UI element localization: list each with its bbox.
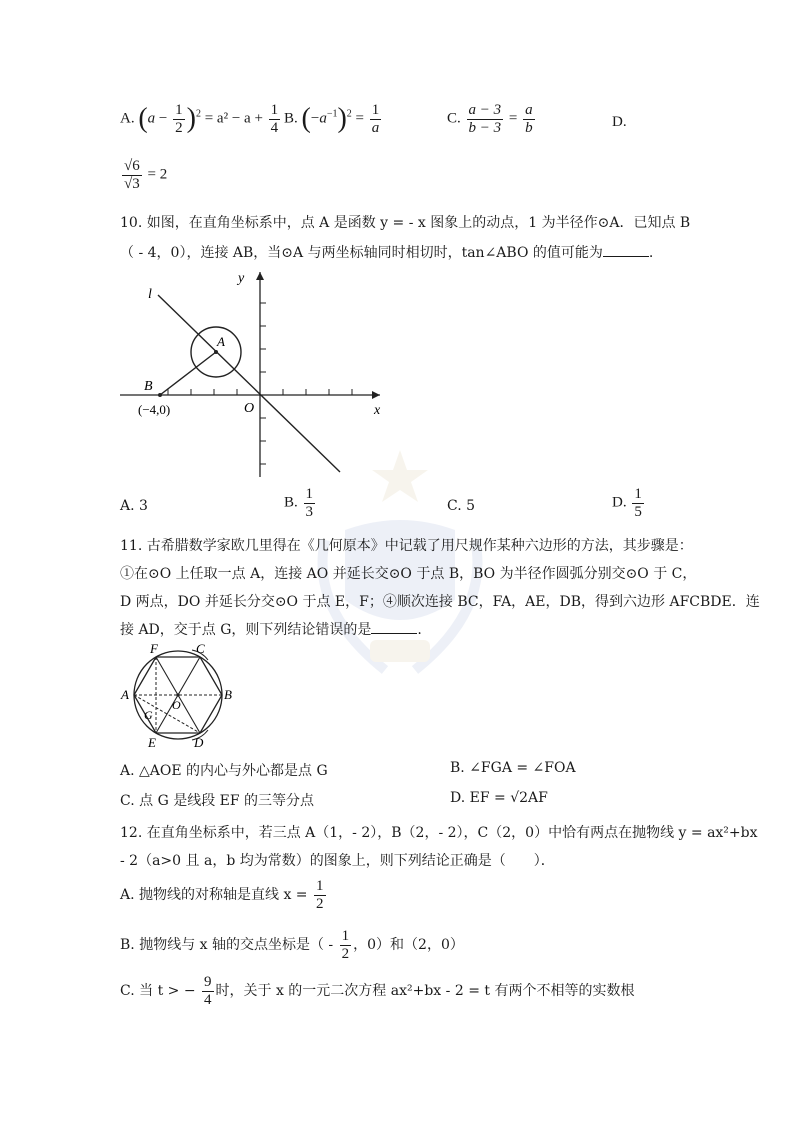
paren-left: (: [138, 103, 148, 134]
q9-option-b: B. $(-a^{-1})^2$ = $\frac{1}{a}$: [284, 102, 380, 136]
q11-line1: 11. 古希腊数学家欧几里得在《几何原本》中记载了用尺规作某种六边形的方法，其步骤是：: [120, 538, 693, 554]
label-B-coordinate: (−4,0): [138, 402, 171, 417]
q11-line4-text: 接 AD，交于点 G，则下列结论错误的是: [120, 622, 372, 638]
label-B: B: [144, 379, 153, 394]
label-O: O: [244, 401, 255, 416]
q11-line4-end: .: [417, 622, 422, 638]
q10-option-b: [284, 486, 317, 520]
q11-line3: D 两点，DO 并延长分交⊙O 于点 E，F；④顺次连接 BC，FA，AE，DB，得到六边形 AFCBDE．连: [120, 594, 760, 610]
option-label: D.: [612, 494, 627, 511]
fraction-one-over-a: $\frac{1}{a}$: [371, 102, 380, 136]
fraction-one-third: $\frac{1}{3}$: [305, 486, 314, 520]
q10-line1: 10. 如图，在直角坐标系中，点 A 是函数 y = - x 图象上的动点，1 为半径作⊙A．已知点 B: [120, 215, 691, 231]
label-O: O: [172, 698, 181, 712]
q12-c-text: C. 当 t > −: [120, 983, 196, 999]
q11-option-a: A. △AOE 的内心与外心都是点 G: [120, 763, 328, 779]
q11-option-b: B. ∠FGA = ∠FOA: [450, 760, 576, 776]
q9-option-d-label: D.: [612, 114, 627, 130]
q11-option-d: [450, 790, 548, 806]
q12-option-a: [120, 878, 328, 912]
fraction-c-right: $\frac{a}{b}$: [525, 102, 533, 136]
q12-a-text: A. 抛物线的对称轴是直线 x =: [120, 887, 308, 903]
label-D: D: [194, 735, 204, 750]
answer-blank: [603, 242, 649, 257]
q10-option-d: [612, 486, 646, 520]
fraction-nine-quarter: $\frac{9}{4}$: [204, 974, 212, 1008]
q12-line2: - 2（a>0 且 a，b 均为常数）的图象上，则下列结论正确是（ ）．: [120, 853, 555, 869]
q12-line1: 12. 在直角坐标系中，若三点 A（1，- 2），B（2，- 2），C（2，0）中恰有两点在抛物线 y = ax²+bx: [120, 825, 758, 841]
fraction-one-fifth: $\frac{1}{5}$: [634, 486, 642, 520]
label-C: C: [196, 642, 205, 656]
q11-line4: [120, 619, 422, 639]
q9-option-d: [120, 158, 167, 192]
label-G: G: [144, 708, 153, 722]
q11-hexagon-figure: [118, 642, 242, 752]
option-label: B.: [284, 110, 298, 127]
q12-c-tail: 时，关于 x 的一元二次方程 ax²+bx - 2 = t 有两个不相等的实数根: [215, 983, 635, 999]
label-x: x: [374, 403, 381, 418]
option-label: D. EF =: [450, 790, 506, 806]
q10-option-a: A. 3: [120, 498, 148, 514]
q11-option-c: C. 点 G 是线段 EF 的三等分点: [120, 793, 315, 809]
label-y: y: [238, 271, 245, 286]
q12-b-tail: ，0）和（2，0）: [353, 937, 464, 953]
fraction-half: $\frac{1}{2}$: [175, 102, 183, 136]
answer-blank: [371, 619, 417, 634]
q10-coordinate-figure: [110, 262, 400, 482]
q10-line2-end: .: [648, 245, 654, 261]
q10-line2: [120, 242, 653, 262]
q12-b-text: B. 抛物线与 x 轴的交点坐标是（ -: [120, 937, 334, 953]
label-A: A: [217, 334, 225, 349]
q9-option-a: A. (a − $\frac{1}{2}$ )$^2$ = a² − a + $\frac{1}{4}$: [120, 102, 279, 136]
label-F: F: [150, 642, 158, 656]
q10-line2-text: （ - 4，0），连接 AB，当⊙A 与两坐标轴同时相切时，tan∠ABO 的值可能为: [120, 245, 603, 261]
paren-right: ): [186, 103, 196, 134]
q12-option-b: [120, 928, 464, 962]
sqrt-two: √2: [510, 790, 529, 806]
q11-line2: ①在⊙O 上任取一点 A，连接 AO 并延长交⊙O 于点 B，BO 为半径作圆弧分别交⊙O 于 C，: [120, 566, 697, 582]
fraction-half-b: $\frac{1}{2}$: [341, 928, 350, 962]
fraction-sqrt6-sqrt3: $\frac{√6}{√3}$: [124, 158, 140, 192]
label-E: E: [148, 735, 156, 750]
q9-option-c: C. $\frac{a - 3}{b - 3}$ = $\frac{a}{b}$: [447, 102, 533, 136]
option-label: C.: [447, 110, 461, 127]
q9-a-equation: = a² − a +: [204, 110, 263, 127]
fraction-c-left: $\frac{a - 3}{b - 3}$: [468, 102, 502, 136]
label-l: l: [148, 287, 152, 302]
label-B: B: [224, 687, 232, 702]
option-label: B.: [284, 494, 298, 511]
fraction-quarter: $\frac{1}{4}$: [270, 102, 279, 136]
q9-d-equation: = 2: [147, 166, 168, 183]
q11-d-tail: AF: [528, 790, 548, 806]
q10-option-c: C. 5: [447, 498, 476, 514]
q12-option-c: [120, 974, 634, 1008]
option-label: A.: [120, 110, 135, 127]
fraction-half-a: $\frac{1}{2}$: [316, 878, 324, 912]
label-A: A: [121, 687, 129, 702]
